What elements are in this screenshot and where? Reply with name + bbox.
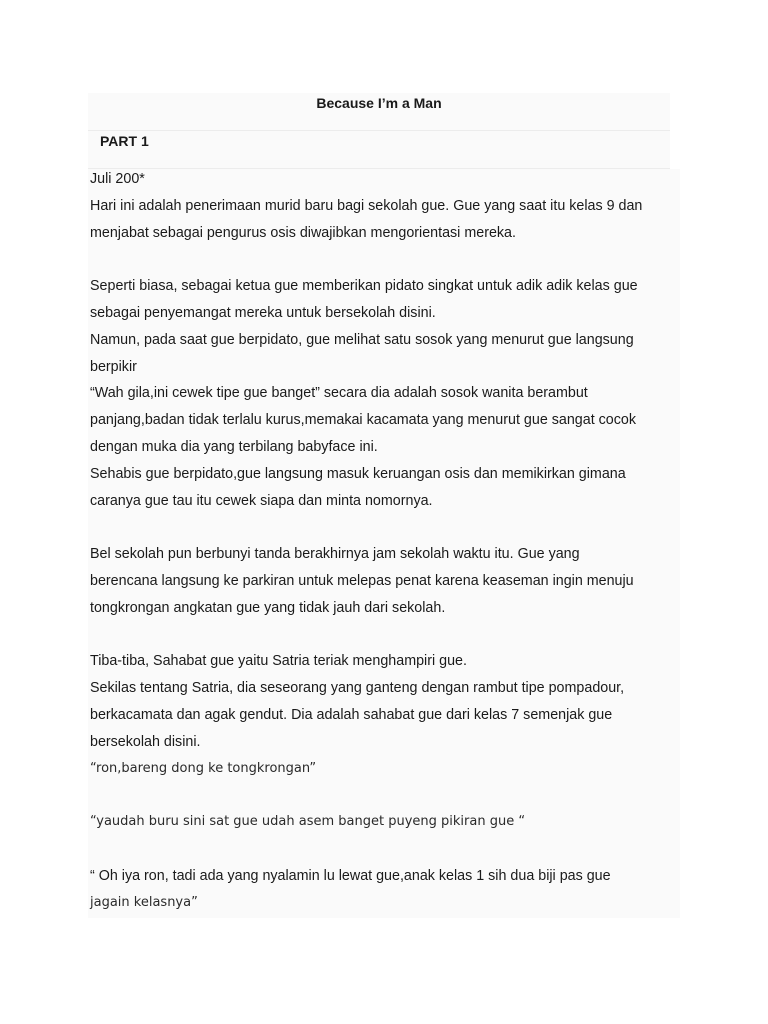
text-line: berencana langsung ke parkiran untuk melepas penat karena keaseman ingin menuju <box>90 572 634 589</box>
text-line: Tiba-tiba, Sahabat gue yaitu Satria teriak menghampiri gue. <box>90 653 467 670</box>
text-line: Sekilas tentang Satria, dia seseorang yang ganteng dengan rambut tipe pompadour, <box>90 680 625 697</box>
dialogue-line: jagain kelasnya” <box>90 894 198 910</box>
document-title: Because I’m a Man <box>316 95 442 111</box>
text-line: Sehabis gue berpidato,gue langsung masuk keruangan osis dan memikirkan gimana <box>90 465 626 482</box>
text-line: menjabat sebagai pengurus osis diwajibkan mengorientasi mereka. <box>90 224 516 241</box>
text-line: Seperti biasa, sebagai ketua gue memberikan pidato singkat untuk adik adik kelas gue <box>90 278 638 295</box>
text-line: panjang,badan tidak terlalu kurus,memakai kacamata yang menurut gue sangat cocok <box>90 412 636 429</box>
text-line: sebagai penyemangat mereka untuk bersekolah disini. <box>90 304 436 321</box>
text-line: Juli 200* <box>90 171 145 187</box>
text-line: Namun, pada saat gue berpidato, gue melihat satu sosok yang menurut gue langsung <box>90 331 634 348</box>
title-row <box>88 93 670 131</box>
text-line: bersekolah disini. <box>90 733 201 750</box>
text-line: “Wah gila,ini cewek tipe gue banget” secara dia adalah sosok wanita berambut <box>90 385 588 402</box>
story-body <box>90 166 680 916</box>
blank-line <box>90 246 680 273</box>
blank-line <box>90 514 680 541</box>
part-heading: PART 1 <box>100 133 149 149</box>
text-line: Bel sekolah pun berbunyi tanda berakhirnya jam sekolah waktu itu. Gue yang <box>90 546 580 563</box>
text-line: tongkrongan angkatan gue yang tidak jauh dari sekolah. <box>90 599 446 616</box>
dialogue-line: “ron,bareng dong ke tongkrongan” <box>90 760 317 776</box>
dialogue-line: “yaudah buru sini sat gue udah asem banget puyeng pikiran gue “ <box>90 814 526 830</box>
text-line: berpikir <box>90 358 137 375</box>
blank-line <box>90 622 680 649</box>
dialogue-line: “ Oh iya ron, tadi ada yang nyalamin lu lewat gue,anak kelas 1 sih dua biji pas gue <box>90 867 611 884</box>
text-line: berkacamata dan agak gendut. Dia adalah sahabat gue dari kelas 7 semenjak gue <box>90 706 613 723</box>
text-line: dengan muka dia yang terbilang babyface ini. <box>90 438 378 455</box>
part-row <box>88 131 670 169</box>
blank-line <box>90 782 680 809</box>
text-line: Hari ini adalah penerimaan murid baru bagi sekolah gue. Gue yang saat itu kelas 9 dan <box>90 197 643 214</box>
blank-line <box>90 836 680 863</box>
text-line: caranya gue tau itu cewek siapa dan minta nomornya. <box>90 492 433 509</box>
